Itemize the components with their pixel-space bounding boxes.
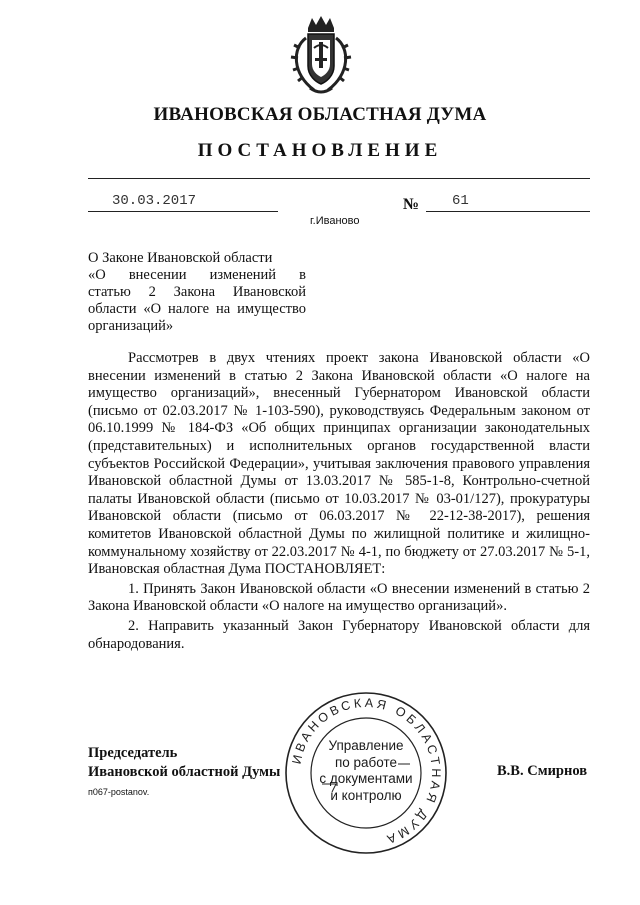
body-paragraph: Рассмотрев в двух чтениях проект закона Ивановской области «О внесении изменений в статью 2 Закона Ивановской области «О налоге на имущество организаций», внесенный Губернатором Ивановской области (письмо от 02.03.2017 № 1-103-590), руководствуясь Федеральным законом от 06.10.1999 № 184-ФЗ «Об общих принципах организации законодательных (представительных) и исполнительных органов государственной власти субъектов Российской Федерации», учитывая заключения правового управления Ивановской областной Думы от 13.03.2017 № 585-1-8, Контрольно-счетной палаты Ивановской области (письмо от 10.03.2017 № 03-01/127), прокуратуры Ивановской области (письмо от 06.03.2017 № 22-12-38-2017), решения комитетов Ивановской областной Думы по жилищной политике и жилищно-коммунальному хозяйству от 22.03.2017 № 4-1, по бюджету от 27.03.2017 № 5-1, Ивановская областная Дума ПОСТАНОВЛЯЕТ: [88, 350, 590, 578]
subject-line: статью 2 Закона Ивановской [88, 284, 306, 300]
subject-line: организаций» [88, 318, 174, 334]
coat-of-arms-icon [288, 14, 354, 96]
date-underline [88, 211, 278, 212]
body-paragraph: 2. Направить указанный Закон Губернатору Ивановской области для обнародования. [88, 617, 590, 652]
subject-line: О Законе Ивановской области [88, 250, 273, 266]
body-paragraph: 1. Принять Закон Ивановской области «О внесении изменений в статью 2 Закона Ивановской области «О налоге на имущество организаций». [88, 580, 590, 615]
stamp-line: Управление [328, 738, 404, 753]
signatory-title-line: Ивановской областной Думы [88, 764, 281, 780]
document-type-title: ПОСТАНОВЛЕНИЕ [197, 140, 443, 161]
subject-line: области «О налоге на имущество [88, 301, 306, 317]
document-subject [88, 250, 306, 335]
signatory-title [88, 744, 280, 782]
document-date: 30.03.2017 [112, 193, 197, 209]
document-city: г.Иваново [310, 215, 360, 227]
stamp-line: и контролю [330, 787, 402, 803]
stamp-ring-text: ИВАНОВСКАЯ ОБЛАСТНАЯ ДУМА [289, 695, 444, 848]
number-underline [426, 211, 590, 212]
document-number: 61 [452, 193, 469, 209]
number-label: № [403, 196, 420, 213]
document-body [88, 350, 590, 653]
signatory-title-line: Председатель [88, 745, 178, 761]
stamp-inner-text [318, 738, 414, 804]
header-divider [88, 178, 590, 179]
organization-name: ИВАНОВСКАЯ ОБЛАСТНАЯ ДУМА [153, 104, 487, 125]
stamp-line: с документами [319, 771, 413, 786]
subject-line: «О внесении изменений в [88, 267, 306, 283]
stamp-line: по работе [334, 754, 398, 770]
signatory-name: В.В. Смирнов [497, 763, 588, 779]
file-code: п067-postanov. [88, 787, 150, 797]
